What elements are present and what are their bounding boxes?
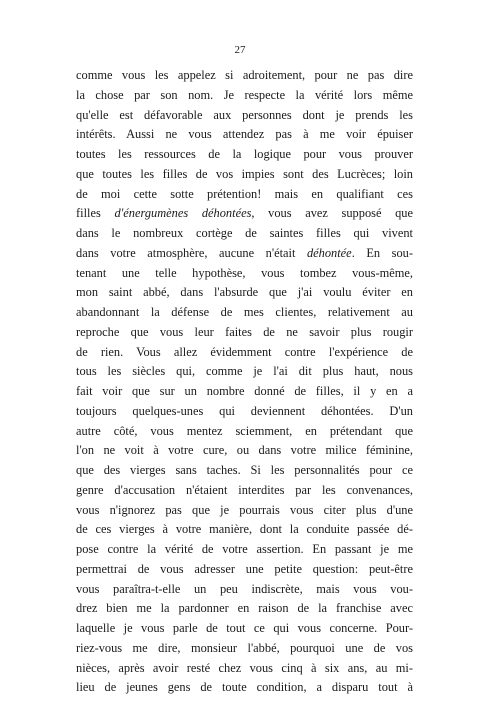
text-line: de rien. Vous allez évidemment contre l'expérience de (76, 344, 413, 359)
text-line: nièces, après avoir resté chez vous cinq à six ans, au mi- (76, 660, 413, 675)
text-line: laquelle je vous parle de tout ce qui vous concerne. Pour- (76, 621, 413, 635)
text-line: permettrai de vous adresser une petite question: peut-être (76, 561, 413, 576)
text-line: la chose par son nom. Je respecte la vérité lors même (76, 87, 413, 102)
text-line-italic: filles d'énergumènes déhontées, vous avez supposé que (76, 206, 414, 221)
text-line: toutes les ressources de la logique pour vous prouver (76, 147, 413, 161)
text-line: de moi cette sotte prétention! mais en qualifiant ces (76, 186, 413, 201)
text-line: dans le nombreux cortège de saintes filles qui vivent (76, 226, 413, 240)
text-line: intérêts. Aussi ne vous attendez pas à me voir épuiser (76, 127, 413, 142)
text-line: qu'elle est défavorable aux personnes dont je prends les (76, 107, 413, 122)
text-line: toujours quelques-unes qui deviennent déhontées. D'un (76, 403, 413, 418)
text-line: que toutes les filles de vos impies sont des Lucrèces; loin (76, 166, 413, 181)
text-line: pose contre la vérité de votre assertion. En passant je me (76, 542, 413, 556)
text-line: fait voir que sur un nombre donné de filles, il y en a (76, 384, 413, 398)
italic-phrase: d'énergumènes déhontées (114, 206, 252, 221)
text-line: reproche que vous leur faites de ne savoir plus rougir (76, 324, 413, 339)
text-line: lieu de jeunes gens de toute condition, a disparu tout à (76, 680, 413, 695)
text-line: l'on ne voit à votre cure, ou dans votre milice féminine, (76, 443, 413, 458)
text-line: tenant une telle hypothèse, vous tombez vous-même, (76, 265, 413, 280)
text-line: vous paraîtra-t-elle un peu indiscrète, mais vous vou- (76, 581, 413, 596)
text-line: comme vous les appelez si adroitement, pour ne pas dire (76, 68, 413, 82)
text-line: de ces vierges à votre manière, dont la conduite passée dé- (76, 522, 413, 537)
page-number: 27 (234, 44, 246, 56)
text-line: genre d'accusation n'étaient interdites par les convenances, (76, 482, 413, 497)
text-line: vous n'ignorez pas que je pourrais vous citer plus d'une (76, 502, 413, 517)
text-line: tous les siècles qui, comme je l'ai dit plus haut, nous (76, 364, 413, 379)
text-line: autre côté, vous mentez sciemment, en prétendant que (76, 423, 413, 438)
text-line: drez bien me la pardonner en raison de la franchise avec (76, 601, 413, 616)
text-line: mon saint abbé, dans l'absurde que j'ai voulu éviter en (76, 285, 413, 300)
text-line: que des vierges sans taches. Si les personnalités pour ce (76, 463, 413, 477)
italic-phrase: déhontée (306, 245, 352, 260)
text-line: abandonnant la défense de mes clientes, relativement au (76, 305, 413, 319)
text-line-italic: dans votre atmosphère, aucune n'était déhontée. En sou- (76, 245, 413, 260)
body-text (76, 66, 413, 698)
text-line: riez-vous me dire, monsieur l'abbé, pourquoi une de vos (76, 640, 413, 655)
